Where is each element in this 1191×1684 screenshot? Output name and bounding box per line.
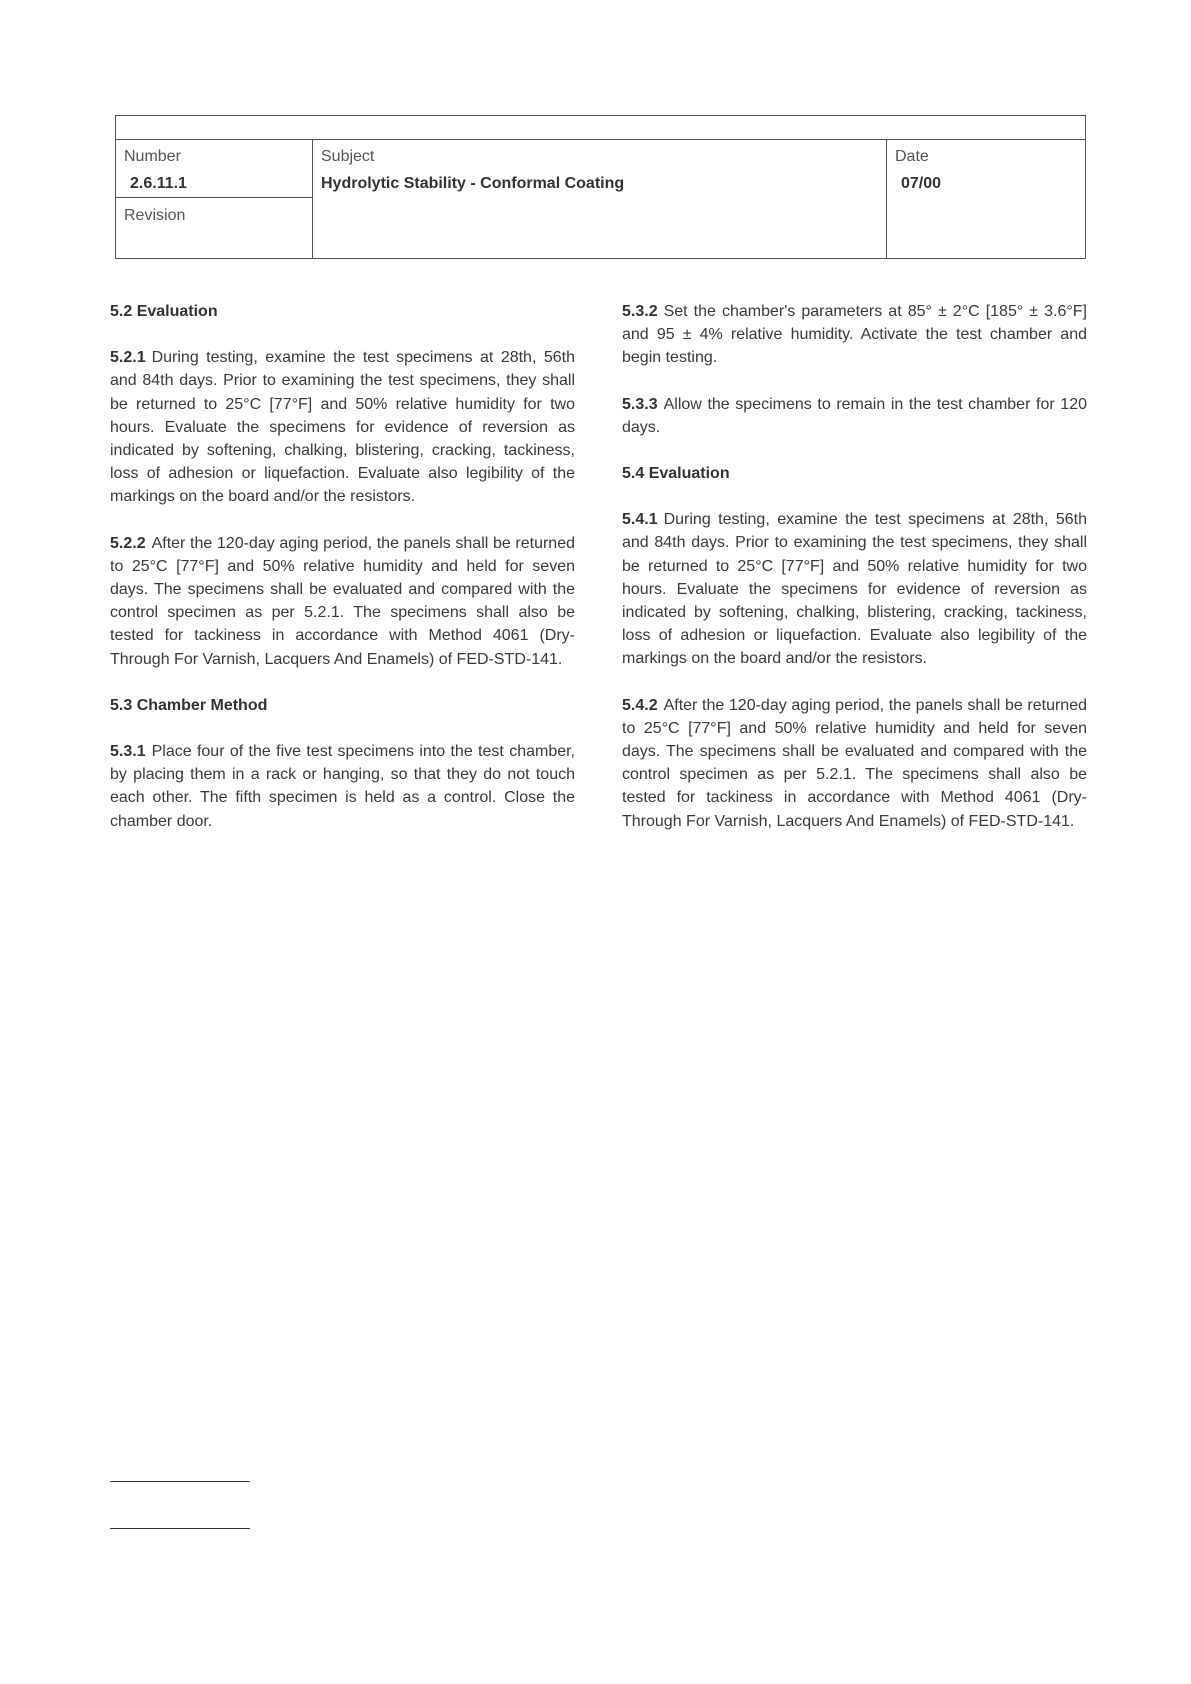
paragraph-text: Allow the specimens to remain in the test chamber for 120 days. <box>622 395 1087 436</box>
paragraph-5-4-2 <box>622 694 1087 833</box>
footnote-rule-2 <box>110 1528 250 1529</box>
date-value: 07/00 <box>901 175 942 192</box>
paragraph-5-3-2 <box>622 300 1087 370</box>
number-label: Number <box>124 148 181 165</box>
paragraph-5-2-2 <box>110 532 575 671</box>
section-number: 5.3.1 <box>110 743 146 761</box>
footnote-rule-1 <box>110 1481 250 1482</box>
section-number: 5.4.1 <box>622 511 658 529</box>
heading-5-3: 5.3 Chamber Method <box>110 696 268 714</box>
heading-5-2: 5.2 Evaluation <box>110 303 218 320</box>
paragraph-text: Set the chamber's parameters at 85° ± 2°C [185° ± 3.6°F] and 95 ± 4% relative humidity. Activate the test chamber and begin testing. <box>622 303 1087 367</box>
subject-label: Subject <box>321 148 375 165</box>
document-header <box>115 115 1086 259</box>
paragraph-text: During testing, examine the test specimens at 28th, 56th and 84th days. Prior to examining the test specimens, they shall be returned to 25°C [77°F] and 50% relative humidity for two hours. Evaluate the specimens for evidence of reversion as indicated by softening, chalking, blistering, cracking, tackiness, loss of adhesion or liquefaction. Evaluate also legibility of the markings on the board and/or the resistors. <box>110 349 575 506</box>
paragraph-5-2-1 <box>110 346 575 508</box>
paragraph-text: During testing, examine the test specimens at 28th, 56th and 84th days. Prior to examining the test specimens, they shall be returned to 25°C [77°F] and 50% relative humidity for two hours. Evaluate the specimens for evidence of reversion as indicated by softening, chalking, blistering, cracking, tackiness, loss of adhesion or liquefaction. Evaluate also legibility of the markings on the board and/or the resistors. <box>622 511 1087 668</box>
revision-cell <box>116 198 313 259</box>
section-number: 5.2.1 <box>110 349 146 367</box>
paragraph-text: After the 120-day aging period, the panels shall be returned to 25°C [77°F] and 50% relative humidity and held for seven days. The specimens shall be evaluated and compared with the control specimen as per 5.2.1. The specimens shall also be tested for tackiness in accordance with Method 4061 (Dry-Through For Varnish, Lacquers And Enamels) of FED-STD-141. <box>110 534 575 668</box>
paragraph-text: Place four of the five test specimens into the test chamber, by placing them in a rack or hanging, so that they do not touch each other. The fifth specimen is held as a control. Close the chamber door. <box>110 743 575 830</box>
heading-5-4: 5.4 Evaluation <box>622 465 730 483</box>
section-number: 5.2.2 <box>110 534 146 552</box>
revision-label: Revision <box>124 207 186 224</box>
section-number: 5.3.3 <box>622 395 658 413</box>
paragraph-5-3-1 <box>110 740 575 833</box>
paragraph-5-3-3 <box>622 393 1087 439</box>
header-top-strip <box>116 116 1085 140</box>
section-number: 5.3.2 <box>622 303 658 320</box>
section-number: 5.4.2 <box>622 696 658 714</box>
number-value: 2.6.11.1 <box>130 175 187 192</box>
date-cell <box>887 139 1086 259</box>
subject-cell <box>313 139 887 259</box>
right-column <box>622 300 1087 856</box>
number-cell <box>116 139 313 198</box>
left-column <box>110 300 575 856</box>
subject-value: Hydrolytic Stability - Conformal Coating <box>321 175 625 192</box>
paragraph-text: After the 120-day aging period, the panels shall be returned to 25°C [77°F] and 50% relative humidity and held for seven days. The specimens shall be evaluated and compared with the control specimen as per 5.2.1. The specimens shall also be tested for tackiness in accordance with Method 4061 (Dry-Through For Varnish, Lacquers And Enamels) of FED-STD-141. <box>622 696 1087 830</box>
paragraph-5-4-1 <box>622 508 1087 670</box>
date-label: Date <box>895 148 929 165</box>
